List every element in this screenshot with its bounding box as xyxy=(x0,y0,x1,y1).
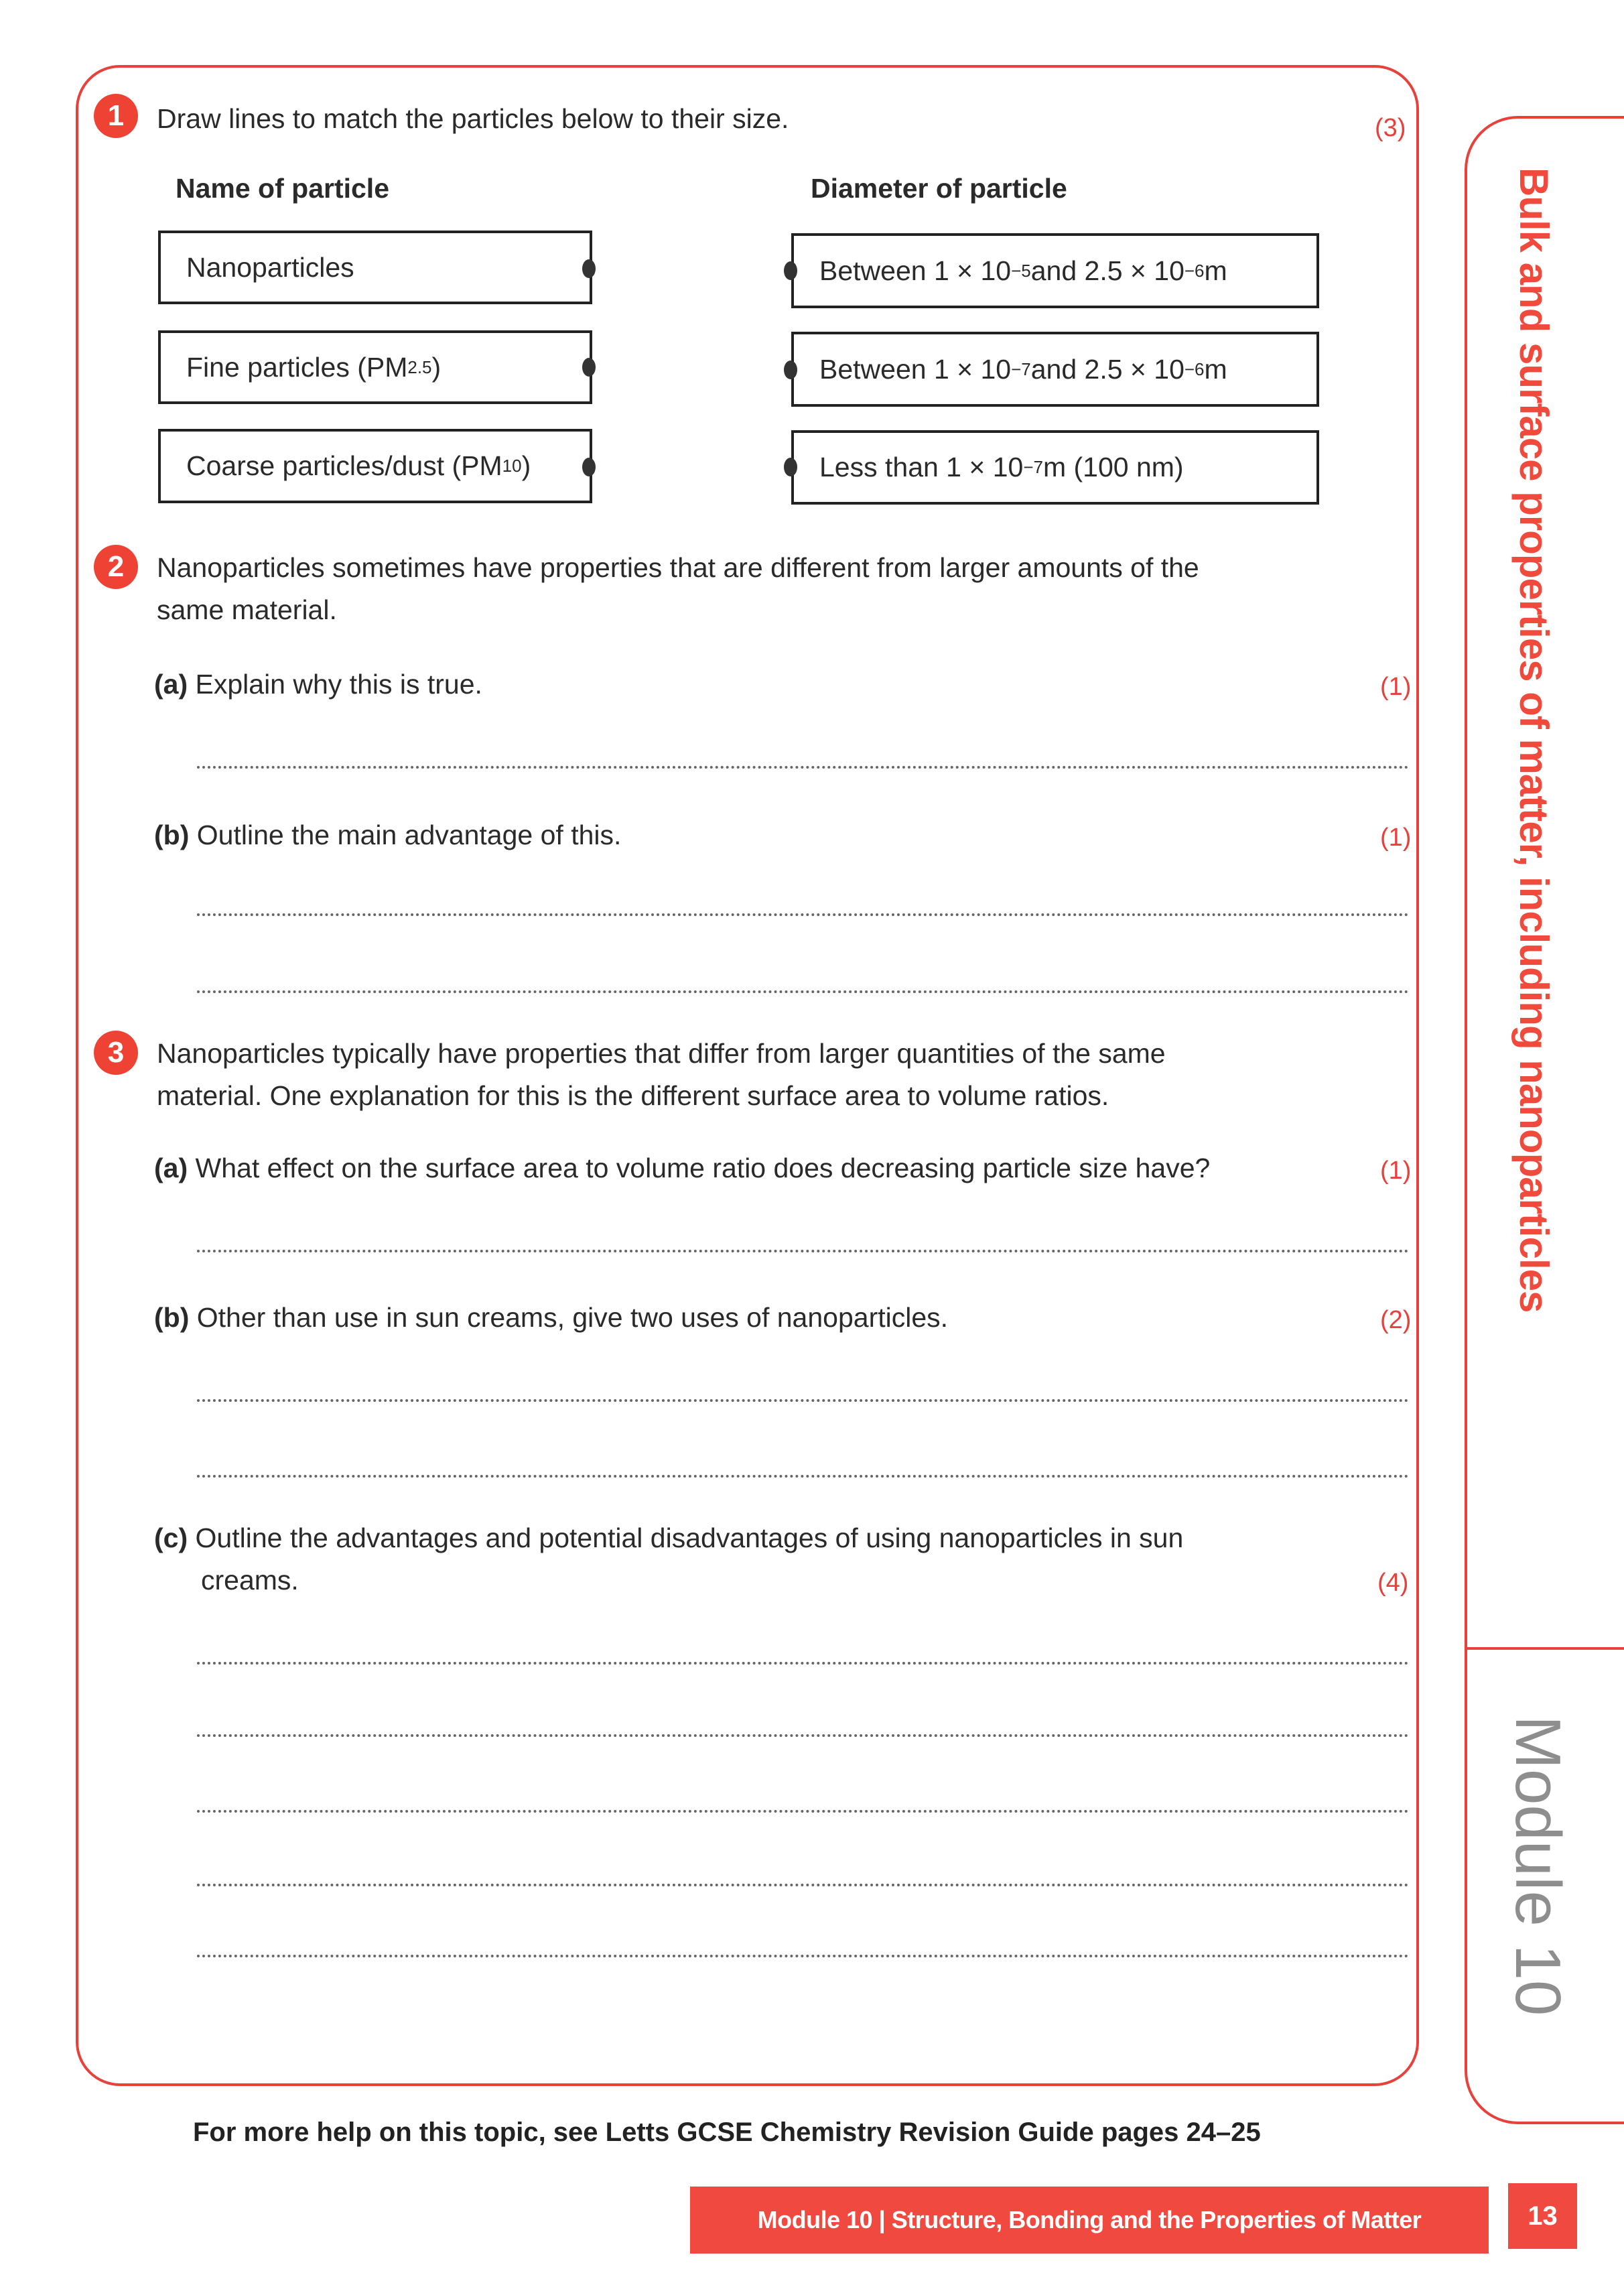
question-number-1: 1 xyxy=(94,94,138,138)
q3c-marks: (4) xyxy=(1377,1569,1409,1597)
q3c-label: (c) xyxy=(154,1522,188,1553)
module-banner: Module 10 | Structure, Bonding and the Properties of Matter xyxy=(690,2187,1489,2254)
revision-guide-reference: For more help on this topic, see Letts GCSE Chemistry Revision Guide pages 24–25 xyxy=(193,2118,1261,2147)
q2-text-line2: same material. xyxy=(157,594,337,625)
q2a-marks: (1) xyxy=(1380,673,1412,701)
answer-line[interactable] xyxy=(197,1399,1409,1402)
q3c xyxy=(154,1517,1183,1559)
q3b-label: (b) xyxy=(154,1302,190,1333)
diameter-box-3 xyxy=(791,430,1319,505)
q3b-text: Other than use in sun creams, give two uses of nanoparticles. xyxy=(196,1302,949,1333)
answer-line[interactable] xyxy=(197,1734,1409,1737)
particle-close: ) xyxy=(521,450,531,481)
q2b-marks: (1) xyxy=(1380,824,1412,852)
diameter-text: m xyxy=(1204,255,1227,286)
q2b-label: (b) xyxy=(154,820,190,850)
q3a-text: What effect on the surface area to volume ratio does decreasing particle size have? xyxy=(195,1153,1211,1183)
particle-box-coarse xyxy=(158,429,592,503)
particle-subscript: 10 xyxy=(502,456,522,476)
left-column-header: Name of particle xyxy=(176,173,389,204)
answer-line[interactable] xyxy=(197,1662,1409,1665)
q2a-label: (a) xyxy=(154,669,188,700)
question-number-3: 3 xyxy=(94,1031,138,1075)
diameter-text: Between 1 × 10 xyxy=(819,255,1012,286)
question-number-2: 2 xyxy=(94,545,138,589)
q1-marks: (3) xyxy=(1375,114,1406,142)
diameter-box-2 xyxy=(791,332,1319,407)
q2a-text: Explain why this is true. xyxy=(195,669,482,700)
answer-line[interactable] xyxy=(197,1884,1409,1886)
exponent: −5 xyxy=(1011,260,1031,281)
q3a xyxy=(154,1147,1210,1189)
connector-dot-left-1[interactable] xyxy=(582,259,596,278)
diameter-box-1 xyxy=(791,233,1319,308)
q3-text-line1: Nanoparticles typically have properties that differ from larger quantities of the same xyxy=(157,1038,1166,1069)
particle-subscript: 2.5 xyxy=(407,356,432,377)
side-tab-divider xyxy=(1465,1647,1624,1650)
side-module-label: Module 10 xyxy=(1502,1715,1574,2016)
connector-dot-right-2[interactable] xyxy=(784,361,797,379)
q3a-label: (a) xyxy=(154,1153,188,1183)
exponent: −7 xyxy=(1023,457,1043,477)
particle-name: Fine particles (PM xyxy=(186,351,408,383)
exponent: −6 xyxy=(1184,359,1205,379)
diameter-text: Between 1 × 10 xyxy=(819,353,1012,385)
q2b xyxy=(154,814,621,856)
exponent: −6 xyxy=(1184,260,1205,281)
connector-dot-right-3[interactable] xyxy=(784,458,797,476)
q3c-text-line1: Outline the advantages and potential disadvantages of using nanoparticles in sun xyxy=(195,1522,1184,1553)
right-column-header: Diameter of particle xyxy=(811,173,1067,204)
q2a xyxy=(154,663,482,706)
exponent: −7 xyxy=(1011,359,1031,379)
answer-line[interactable] xyxy=(197,1475,1409,1478)
connector-dot-left-2[interactable] xyxy=(582,358,596,377)
side-topic-title: Bulk and surface properties of matter, including nanoparticles xyxy=(1511,168,1556,1313)
particle-name: Coarse particles/dust (PM xyxy=(186,450,502,481)
particle-box-fine xyxy=(158,330,592,404)
diameter-text: and 2.5 × 10 xyxy=(1030,353,1185,385)
connector-dot-left-3[interactable] xyxy=(582,458,596,476)
answer-line[interactable] xyxy=(197,1955,1409,1957)
particle-box-nano xyxy=(158,231,592,304)
answer-line[interactable] xyxy=(197,1810,1409,1813)
particle-name: Nanoparticles xyxy=(186,251,354,283)
diameter-text: Less than 1 × 10 xyxy=(819,452,1024,482)
q2b-text: Outline the main advantage of this. xyxy=(196,820,622,850)
q1-text: Draw lines to match the particles below to their size. xyxy=(157,103,789,134)
answer-line[interactable] xyxy=(197,990,1409,993)
q3a-marks: (1) xyxy=(1380,1157,1412,1185)
particle-close: ) xyxy=(431,351,442,383)
diameter-text: m (100 nm) xyxy=(1042,452,1184,482)
answer-line[interactable] xyxy=(197,1250,1409,1252)
q3b xyxy=(154,1297,948,1339)
page-number: 13 xyxy=(1508,2183,1577,2249)
answer-line[interactable] xyxy=(197,913,1409,916)
diameter-text: and 2.5 × 10 xyxy=(1030,255,1185,286)
q3b-marks: (2) xyxy=(1380,1306,1412,1334)
connector-dot-right-1[interactable] xyxy=(784,261,797,280)
answer-line[interactable] xyxy=(197,766,1409,769)
diameter-text: m xyxy=(1204,353,1227,385)
q2-text-line1: Nanoparticles sometimes have properties that are different from larger amounts of the xyxy=(157,552,1199,583)
q3c-text-line2: creams. xyxy=(201,1565,299,1596)
q3-text-line2: material. One explanation for this is the different surface area to volume ratios. xyxy=(157,1080,1109,1111)
